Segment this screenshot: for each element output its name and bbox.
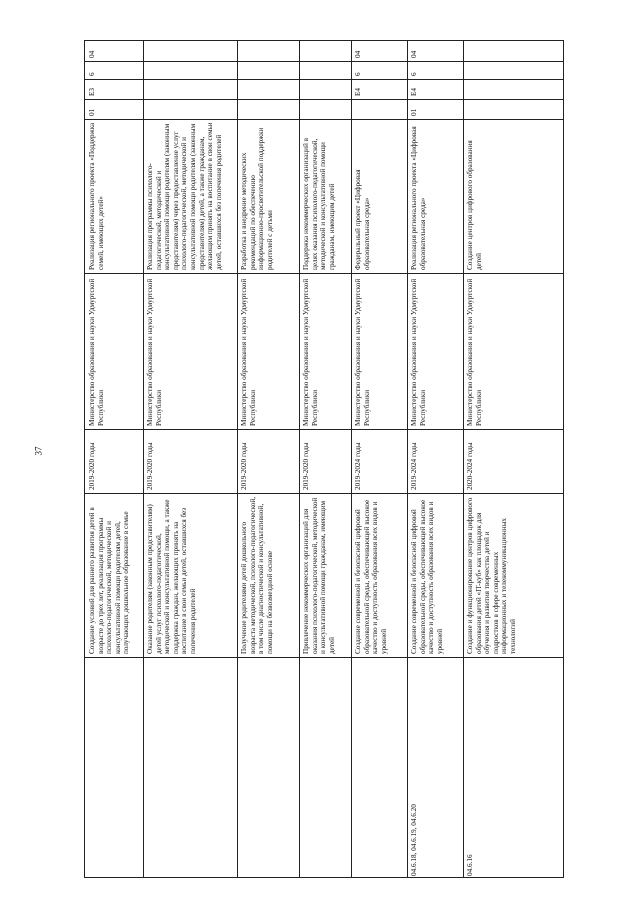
expected-result-cell: Создание современной и безопасной цифровой образовательной среды, обеспечивающей высокое качество и доступность образования всех видов и уровней [410,499,444,654]
period-cell: 2019-2024 годы [354,442,362,490]
period-cell: 2019-2024 годы [410,442,418,490]
expected-result-cell: Привлечение некоммерческих организаций для оказания психолого-педагогической, методической и консультативной помощи гражданам, имеющим детей [302,497,336,654]
event-name-cell: Реализация программы психолого-педагогической, методической и консультативной помощи родителям (законным представителям) через предоставление услуг психолого-педагогической, методической и консультативной помощи родителям (законным представителям) детей, а также гражданам, желающим принять на воспитание в свои семьи детей, оставшихся без попечения родителей [146,122,223,270]
program-table [84,40,564,878]
period-cell: 2019-2020 годы [240,442,248,490]
indicator-link-cell: 04.6.18, 04.6.19, 04.6.20 [410,804,418,876]
code-block-cell [146,44,236,58]
period-cell: 2020-2024 годы [466,442,474,490]
row-separator [143,41,144,877]
code-item-cell [354,102,406,116]
code-block-cell [466,44,564,58]
column-separator [85,493,563,494]
event-name-cell: Поддержка некоммерческих организаций в целях оказания психолого-педагогической, методической и консультативной помощи гражданам, имеющим детей [302,137,336,270]
code-project-cell [466,82,564,96]
period-cell: 2019-2020 годы [146,442,154,490]
period-cell: 2019-2020 годы [302,442,310,490]
code-sub-cell: 6 [88,72,96,76]
code-project-cell [302,82,350,96]
code-item-cell [146,102,236,116]
event-name-cell: Разработка и внедрение методических рекомендаций по обеспечению информационно-просветительской поддержки родителей с детьми [240,127,274,270]
executor-cell: Министерство образования и науки Удмуртской Республики [88,278,105,426]
code-sub-cell [240,64,298,76]
code-project-cell: E4 [354,88,362,96]
code-sub-cell [146,64,236,76]
page-number: 37 [33,446,44,456]
code-project-cell [146,82,236,96]
column-separator [85,657,563,658]
expected-result-cell: Создание и функционирование центров цифрового образования детей «IT-куб» как площадок для обучения и развития творчества детей и подростков в сфере современных информационных и телекоммуникационных технологий [466,497,517,654]
executor-cell: Министерство образования и науки Удмуртской Республики [354,278,371,426]
expected-result-cell: Получение родителями детей дошкольного возраста методической, психолого-педагогической, в том числе диагностической и консультативной, помощи на безвозмездной основе [240,496,274,654]
executor-cell: Министерство образования и науки Удмуртской Республики [146,278,163,426]
code-project-cell: E4 [410,88,418,96]
indicator-link-cell [88,660,142,876]
code-project-cell [240,82,298,96]
indicator-link-cell: 04.6.16 [466,854,474,876]
column-separator [85,429,563,430]
event-name-cell: Создание центров цифрового образования детей [466,140,483,270]
column-separator [85,61,563,62]
indicator-link-cell [302,660,350,876]
code-item-cell [302,102,350,116]
code-block-cell: 04 [88,50,96,58]
expected-result-cell: Создание условий для раннего развития детей в возрасте до трех лет, реализация программы психолого-педагогической, методической и консультативной помощи родителям детей, получающих дошкольное образование в семье [88,507,131,654]
code-item-cell: 01 [410,108,418,116]
executor-cell: Министерство образования и науки Удмуртской Республики [466,278,483,426]
code-block-cell [240,44,298,58]
column-separator [85,79,563,80]
row-separator [463,41,464,877]
code-sub-cell: 6 [354,72,362,76]
executor-cell: Министерство образования и науки Удмуртской Республики [302,278,319,426]
event-name-cell: Реализация регионального проекта «Поддержка семей, имеющих детей» [88,122,105,270]
row-separator [407,41,408,877]
column-separator [85,99,563,100]
period-cell: 2019-2020 годы [88,442,96,490]
row-separator [237,41,238,877]
code-project-cell: E3 [88,88,96,96]
row-separator [351,41,352,877]
expected-result-cell: Создание современной и безопасной цифровой образовательной среды, обеспечивающей высокое качество и доступность образования всех видов и уровней [354,499,388,654]
code-block-cell: 04 [354,50,362,58]
code-sub-cell [302,64,350,76]
column-separator [85,273,563,274]
executor-cell: Министерство образования и науки Удмуртской Республики [240,278,257,426]
code-item-cell: 01 [88,108,96,116]
indicator-link-cell [240,660,298,876]
event-name-cell: Реализация регионального проекта «Цифровая образовательная среда» [410,126,427,270]
row-separator [299,41,300,877]
expected-result-cell: Оказание родителям (законным представителям) детей услуг психолого-педагогической, методической и консультативной помощи, а также поддержка граждан, желающих принять на воспитание в свои семьи детей, оставшихся без попечения родителей [146,499,197,654]
code-item-cell [240,102,298,116]
code-sub-cell: 6 [410,72,418,76]
column-separator [85,119,563,120]
code-block-cell: 04 [410,50,418,58]
indicator-link-cell [354,660,406,876]
code-sub-cell [466,64,564,76]
indicator-link-cell [146,660,236,876]
executor-cell: Министерство образования и науки Удмуртской Республики [410,278,427,426]
code-block-cell [302,44,350,58]
event-name-cell: Федеральный проект «Цифровая образовательная среда» [354,169,371,270]
code-item-cell [466,102,564,116]
